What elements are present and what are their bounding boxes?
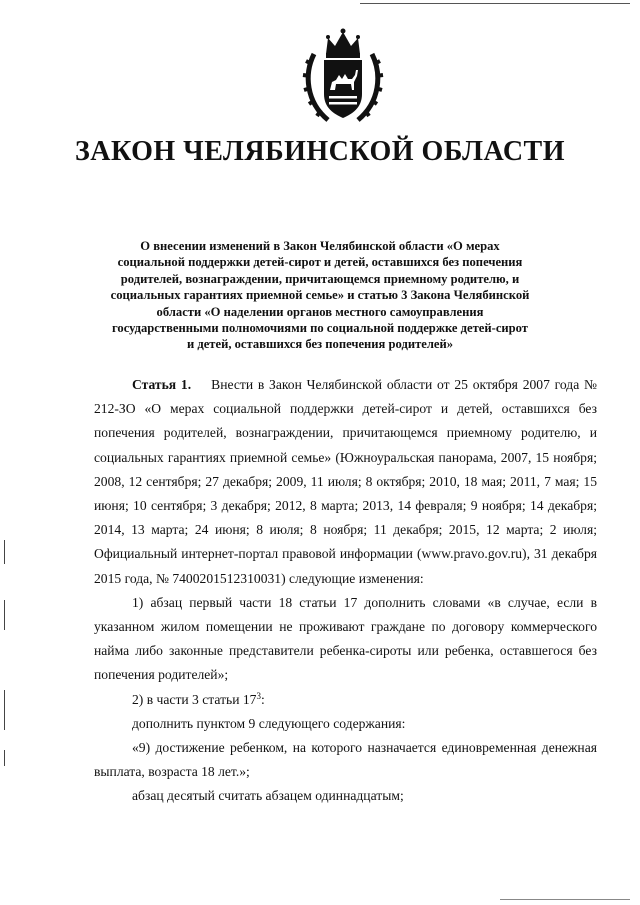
amendment-item-2-line-3: абзац десятый считать абзацем одиннадцатым; (132, 788, 404, 804)
article-1-text: Внести в Закон Челябинской области от 25 октября 2007 года № 212-ЗО «О мерах социальной поддержки детей-сирот и детей, оставшихся без попечения родителей, вознаграждении, причитающемся приемному родителю, и социальных гарантиях приемной семье» (Южноуральская панорама, 2007, 15 ноября; 2008, 12 сентября; 27 декабря; 2009, 11 июля; 8 октября; 2010, 18 мая; 2011, 7 мая; 15 июня; 10 сентября; 3 декабря; 2012, 8 марта; 2013, 14 февраля; 9 ноября; 14 декабря; 2014, 13 марта; 24 июня; 8 июля; 8 ноября; 11 декабря; 2015, 12 марта; 2 июля; Официальный интернет-портал правовой информации (www.pravo.gov.ru), 31 декабря 2015 года, № 7400201512310031) следующие изменения: (94, 377, 597, 586)
article-number-superscript: 3 (256, 690, 261, 701)
amendment-item-2 (94, 688, 597, 712)
scan-margin-mark (4, 690, 5, 730)
coat-of-arms-icon (300, 24, 386, 124)
scan-edge-top (360, 3, 630, 4)
amendment-item-2-prefix: 2) в части 3 статьи 17 (132, 691, 257, 707)
article-1-paragraph (94, 373, 597, 591)
amendment-item-2-line-2: «9) достижение ребенком, на которого назначается единовременная денежная выплата, возраста 18 лет.»; (94, 740, 597, 780)
amendment-item-1: 1) абзац первый части 18 статьи 17 дополнить словами «в случае, если в указанном жилом помещении не проживают граждане по договору коммерческого найма либо законные представители ребенка-сироты или ребенка, оставшегося без попечения родителей»; (94, 594, 597, 683)
scan-margin-mark (4, 540, 5, 564)
article-label: Статья 1. (132, 377, 192, 392)
scan-margin-mark (4, 750, 5, 766)
document-body (94, 373, 597, 809)
document-subtitle: О внесении изменений в Закон Челябинской области «О мерах социальной поддержки детей-сирот и детей, оставшихся без попечения родителей, вознаграждении, причитающемся приемному родителю, и социальных гарантиях приемной семье» и статью 3 Закона Челябинской области «О наделении органов местного самоуправления государственными полномочиями по социальной поддержке детей-сирот и детей, оставшихся без попечения родителей» (110, 239, 530, 352)
scan-edge-bottom (500, 899, 630, 900)
amendment-item-2-line-1: дополнить пунктом 9 следующего содержания: (132, 715, 406, 731)
document-title: ЗАКОН ЧЕЛЯБИНСКОЙ ОБЛАСТИ (74, 136, 566, 167)
scan-margin-mark (4, 600, 5, 630)
amendment-item-2-suffix: : (260, 691, 265, 707)
